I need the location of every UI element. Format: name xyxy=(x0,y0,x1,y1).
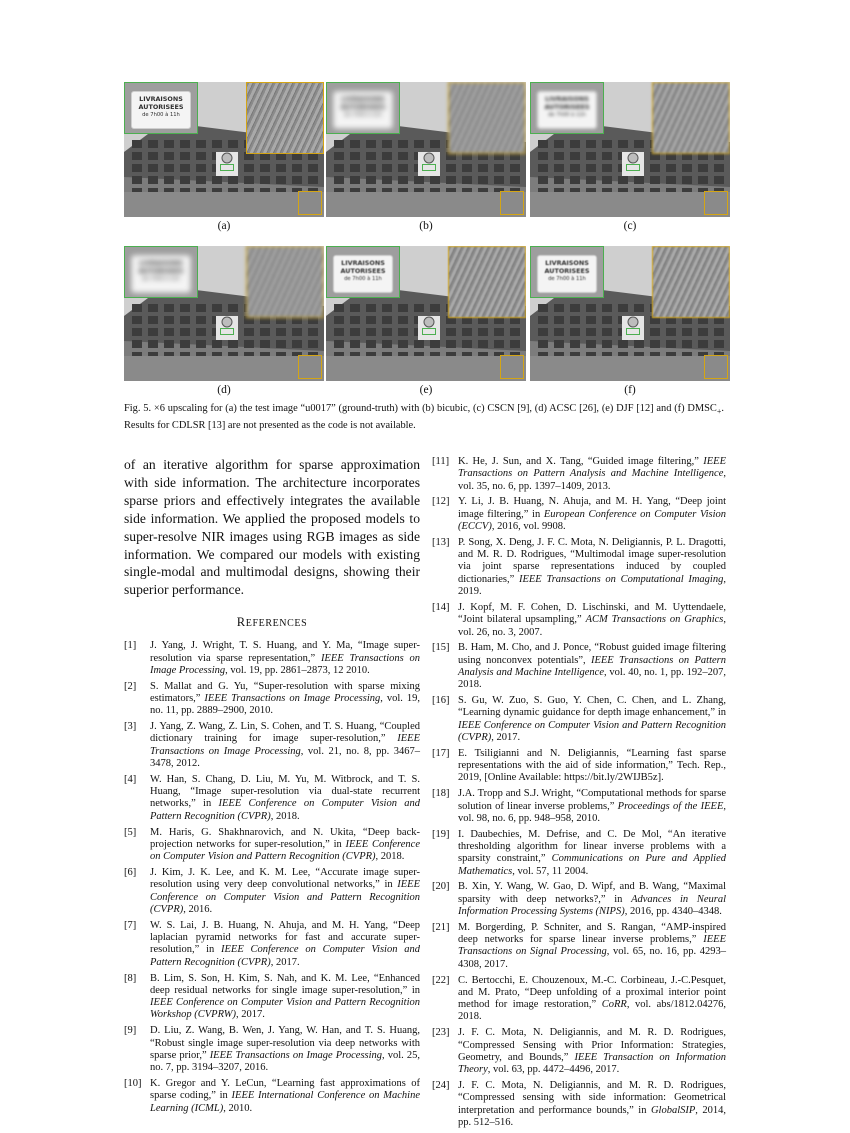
reference-authors-title: K. He, J. Sun, and X. Tang, “Guided image filtering,” xyxy=(458,456,704,467)
sign-text-line: AUTORISEES xyxy=(138,103,184,111)
reference-details: , 2017. xyxy=(236,1009,265,1021)
reference-text xyxy=(150,774,420,823)
reference-details: , 2016, vol. 9908. xyxy=(491,521,566,533)
reference-details: , 2010. xyxy=(223,1102,253,1114)
sign-text-line: LIVRAISONS xyxy=(341,259,385,267)
tree-region-marker xyxy=(298,355,322,379)
reference-entry xyxy=(432,602,726,639)
reference-authors-title: M. Haris, G. Shakhnarovich, and N. Ukita, “Deep back-projection networks for super-resolution,” in xyxy=(150,826,420,850)
reference-authors-title: Y. Li, J. B. Huang, N. Ahuja, and M. H. Yang, “Deep joint image filtering,” in xyxy=(458,496,726,520)
reference-venue: IEEE Conference on Computer Vision and Pattern Recognition (CVPR) xyxy=(150,838,420,863)
figure-panel xyxy=(326,82,526,217)
reference-number: [16] xyxy=(432,695,450,707)
reference-venue: IEEE Transactions on Signal Processing xyxy=(458,934,726,958)
sign-text-line: AUTORISEES xyxy=(138,267,184,275)
figure-panel xyxy=(124,246,324,381)
reference-text xyxy=(458,829,726,878)
sign-zoom-inset xyxy=(124,246,198,298)
reference-number: [6] xyxy=(124,867,137,879)
reference-details: , 2014, pp. 512–516. xyxy=(458,1104,727,1128)
tree-zoom-inset xyxy=(246,246,324,318)
reference-authors-title: W. Han, S. Chang, D. Liu, M. Yu, M. Witbrock, and T. S. Huang, “Image super-resolution via dual-state recurrent networks,” in xyxy=(150,773,420,810)
references-heading xyxy=(124,615,420,630)
tree-region-marker xyxy=(704,191,728,215)
reference-entry xyxy=(432,456,726,493)
reference-text xyxy=(458,537,726,598)
reference-list-right xyxy=(432,456,726,1129)
reference-details: , vol. 57, 11 2004. xyxy=(512,865,589,877)
reference-details: , vol. 19, pp. 2861–2873, 12 2010. xyxy=(225,664,370,676)
reference-entry xyxy=(432,1080,726,1129)
reference-authors-title: J.A. Tropp and S.J. Wright, “Computational methods for sparse solution of linear inverse problems,” xyxy=(458,788,726,812)
reference-details: , 2018. xyxy=(270,810,300,822)
reference-authors-title: S. Gu, W. Zuo, S. Guo, Y. Chen, C. Chen, and L. Zhang, “Learning dynamic guidance for depth image enhancement,” in xyxy=(458,695,726,719)
reference-text xyxy=(458,602,726,639)
reference-entry xyxy=(432,881,726,918)
reference-authors-title: E. Tsiligianni and N. Deligiannis, “Learning fast sparse representations with the aid of side information,” Tech. Rep., 2019, [Online Available: https://bit.ly/2WIJB5z]. xyxy=(458,747,726,784)
subfigure-label: (c) xyxy=(623,220,637,232)
sign-region-marker xyxy=(220,328,234,335)
reference-venue: IEEE Transaction on Information Theory xyxy=(458,1051,726,1076)
reference-number: [17] xyxy=(432,747,450,759)
reference-number: [15] xyxy=(432,642,450,654)
reference-authors-title: B. Ham, M. Cho, and J. Ponce, “Robust guided image filtering using nonconvex potentials”, xyxy=(458,642,726,666)
caption-subscript: + xyxy=(716,407,722,417)
sign-text-line: AUTORISEES xyxy=(544,267,590,275)
sign-text-line: de 7h00 à 11h xyxy=(548,112,586,118)
reference-venue: ACM Transactions on Graphics xyxy=(585,614,724,626)
reference-authors-title: S. Mallat and G. Yu, “Super-resolution with sparse mixing estimators,” xyxy=(150,680,420,704)
reference-text xyxy=(458,748,726,785)
reference-details: , vol. 35, no. 6, pp. 1397–1409, 2013. xyxy=(458,468,726,492)
reference-text xyxy=(150,827,420,864)
reference-details: , vol. 19, no. 11, pp. 2889–2900, 2010. xyxy=(150,692,420,717)
reference-entry xyxy=(124,774,420,823)
tree-zoom-inset xyxy=(448,246,526,318)
reference-authors-title: M. Borgerding, P. Schniter, and S. Rangan, “AMP-inspired deep networks for sparse linear inverse problems,” xyxy=(458,921,726,946)
figure-panel xyxy=(530,82,730,217)
reference-number: [18] xyxy=(432,788,450,800)
reference-number: [8] xyxy=(124,972,137,984)
reference-number: [20] xyxy=(432,881,450,893)
reference-number: [13] xyxy=(432,536,450,548)
reference-venue: European Conference on Computer Vision (ECCV) xyxy=(458,508,726,533)
reference-text xyxy=(150,867,420,916)
reference-entry xyxy=(432,642,726,691)
reference-details: , vol. 26, no. 3, 2007. xyxy=(458,614,726,638)
sign-board xyxy=(537,255,597,293)
reference-text xyxy=(458,788,726,825)
reference-venue: IEEE Transactions on Image Processing xyxy=(150,652,420,676)
reference-text xyxy=(458,922,726,971)
sign-region-marker xyxy=(422,328,436,335)
reference-authors-title: P. Song, X. Deng, J. F. C. Mota, N. Deligiannis, P. L. Dragotti, and M. R. D. Rodrigues, “Multimodal image super-resolution via joint sparse representations induced by coupled dictionaries,” xyxy=(458,536,726,585)
reference-text xyxy=(150,681,420,718)
tree-region-marker xyxy=(298,191,322,215)
reference-entry xyxy=(124,827,420,864)
sign-text-line: LIVRAISONS xyxy=(545,259,589,267)
right-column xyxy=(432,456,726,1133)
reference-details: , 2017. xyxy=(270,956,300,968)
references-heading-initial: R xyxy=(236,615,246,630)
subfigure-label: (e) xyxy=(419,384,433,396)
reference-details: , 2018. xyxy=(375,851,405,863)
left-column xyxy=(124,456,420,1118)
reference-text xyxy=(458,1027,726,1076)
reference-details: , vol. 65, no. 16, pp. 4293–4308, 2017. xyxy=(458,946,727,970)
reference-list-left xyxy=(124,640,420,1115)
reference-details: , 2016, pp. 4340–4348. xyxy=(624,906,722,918)
reference-number: [22] xyxy=(432,974,450,986)
reference-venue: Proceedings of the IEEE xyxy=(617,800,724,812)
reference-details: , vol. 40, no. 1, pp. 192–207, 2018. xyxy=(458,666,726,691)
reference-venue: IEEE International Conference on Machine Learning (ICML) xyxy=(150,1090,420,1114)
reference-authors-title: J. Kopf, M. F. Cohen, D. Lischinski, and M. Uyttendaele, “Joint bilateral upsampling,” xyxy=(458,601,726,626)
reference-number: [1] xyxy=(124,640,137,652)
reference-number: [9] xyxy=(124,1025,137,1037)
reference-authors-title: K. Gregor and Y. LeCun, “Learning fast approximations of sparse coding,” in xyxy=(150,1077,420,1102)
reference-number: [3] xyxy=(124,721,137,733)
reference-venue: IEEE Transactions on Computational Imaging xyxy=(518,573,724,585)
reference-text xyxy=(458,1080,726,1129)
reference-text xyxy=(458,496,726,533)
reference-entry xyxy=(432,695,726,744)
reference-text xyxy=(458,695,726,744)
sign-region-marker xyxy=(626,164,640,171)
reference-details: , 2019. xyxy=(458,573,726,598)
reference-number: [24] xyxy=(432,1080,450,1092)
reference-authors-title: J. Yang, Z. Wang, Z. Lin, S. Cohen, and T. S. Huang, “Coupled dictionary training for image super-resolution,” xyxy=(150,721,420,745)
tree-zoom-inset xyxy=(652,246,730,318)
reference-text xyxy=(150,640,420,677)
sign-zoom-inset xyxy=(326,246,400,298)
sign-text-line: LIVRAISONS xyxy=(545,95,589,103)
reference-number: [7] xyxy=(124,919,137,931)
reference-text xyxy=(458,456,726,493)
sign-board xyxy=(333,255,393,293)
reference-entry xyxy=(432,537,726,598)
reference-text xyxy=(458,881,726,918)
subfigure-label: (b) xyxy=(419,220,433,232)
sign-board xyxy=(131,91,191,129)
figure-panel xyxy=(530,246,730,381)
reference-number: [19] xyxy=(432,828,450,840)
sign-region-marker xyxy=(422,164,436,171)
sign-text-line: LIVRAISONS xyxy=(341,95,385,103)
reference-details: , vol. 21, no. 8, pp. 3467–3478, 2012. xyxy=(150,745,420,770)
reference-number: [14] xyxy=(432,601,450,613)
reference-details: , vol. 98, no. 6, pp. 948–958, 2010. xyxy=(458,800,726,824)
reference-entry xyxy=(124,867,420,916)
sign-text-line: de 7h00 à 11h xyxy=(344,276,382,282)
reference-entry xyxy=(432,975,726,1024)
reference-authors-title: I. Daubechies, M. Defrise, and C. De Mol, “An iterative thresholding algorithm for linear inverse problems with a sparsity constraint,” xyxy=(458,828,726,865)
sign-text-line: de 7h00 à 11h xyxy=(344,112,382,118)
figure-panel xyxy=(326,246,526,381)
reference-entry xyxy=(124,920,420,969)
reference-entry xyxy=(124,640,420,677)
sign-region-marker xyxy=(626,328,640,335)
tree-zoom-inset xyxy=(448,82,526,154)
tree-region-marker xyxy=(500,191,524,215)
subfigure-label: (f) xyxy=(624,384,636,396)
tree-region-marker xyxy=(500,355,524,379)
reference-details: , 2017. xyxy=(491,731,521,743)
reference-entry xyxy=(432,1027,726,1076)
sign-zoom-inset xyxy=(530,82,604,134)
sign-text-line: de 7h00 à 11h xyxy=(142,112,180,118)
reference-venue: IEEE Transactions on Image Processing xyxy=(209,1049,383,1061)
reference-venue: IEEE Conference on Computer Vision and Pattern Recognition (CVPR) xyxy=(150,879,420,915)
sign-zoom-inset xyxy=(530,246,604,298)
reference-text xyxy=(458,642,726,691)
reference-entry xyxy=(432,922,726,971)
subfigure-label: (a) xyxy=(217,220,231,232)
reference-number: [12] xyxy=(432,496,450,508)
reference-text xyxy=(150,920,420,969)
reference-number: [23] xyxy=(432,1027,450,1039)
sign-board xyxy=(537,91,597,129)
reference-authors-title: D. Liu, Z. Wang, B. Wen, J. Yang, W. Han, and T. S. Huang, “Robust single image super-resolution via deep networks with sparse prior,” xyxy=(150,1025,420,1061)
sign-text-line: de 7h00 à 11h xyxy=(142,276,180,282)
tree-region-marker xyxy=(704,355,728,379)
reference-entry xyxy=(124,681,420,718)
reference-text xyxy=(150,721,420,770)
reference-number: [10] xyxy=(124,1077,142,1089)
reference-number: [4] xyxy=(124,773,137,785)
reference-venue: IEEE Transactions on Pattern Analysis and Machine Intelligence xyxy=(458,456,726,480)
reference-venue: Advances in Neural Information Processing Systems (NIPS) xyxy=(458,893,726,918)
references-heading-rest: EFERENCES xyxy=(245,618,308,630)
reference-number: [5] xyxy=(124,826,137,838)
reference-authors-title: B. Xin, Y. Wang, W. Gao, D. Wipf, and B. Wang, “Maximal sparsity with deep networks?,” in xyxy=(458,881,726,905)
caption-tail: . Results for CDLSR [13] are not presented as the code is not available. xyxy=(124,403,724,431)
figure-caption xyxy=(124,402,724,432)
reference-entry xyxy=(432,748,726,785)
reference-text xyxy=(458,975,726,1024)
reference-venue: CoRR xyxy=(601,999,627,1011)
conclusion-paragraph: of an iterative algorithm for sparse approximation with side information. The architecture incorporates sparse priors and effectively integrates the available side information. We applied the proposed models to super-resolve NIR images using RGB images as side information. We compared our models with existing single-modal and multimodal designs, showing their superior performance. xyxy=(124,457,420,598)
caption-main: Fig. 5. ×6 upscaling for (a) the test image “u0017” (ground-truth) with (b) bicubic, (c) CSCN [9], (d) ACSC [26], (e) DJF [12] and (f) DMSC xyxy=(124,403,717,414)
reference-venue: IEEE Conference on Computer Vision and Pattern Recognition (CVPR) xyxy=(150,944,420,968)
reference-entry xyxy=(124,721,420,770)
figure-panel xyxy=(124,82,324,217)
tree-zoom-inset xyxy=(652,82,730,154)
reference-venue: IEEE Conference on Computer Vision and Pattern Recognition (CVPR) xyxy=(458,719,726,743)
reference-entry xyxy=(432,829,726,878)
sign-region-marker xyxy=(220,164,234,171)
reference-venue: GlobalSIP xyxy=(650,1104,696,1116)
sign-text-line: de 7h00 à 11h xyxy=(548,276,586,282)
reference-number: [21] xyxy=(432,921,450,933)
sign-text-line: AUTORISEES xyxy=(340,267,386,275)
reference-authors-title: C. Bertocchi, E. Chouzenoux, M.-C. Corbineau, J.-C.Pesquet, and M. Prato, “Deep unfolding of a proximal interior point method for image restoration,” xyxy=(458,974,726,1011)
tree-zoom-inset xyxy=(246,82,324,154)
sign-text-line: LIVRAISONS xyxy=(139,259,183,267)
reference-authors-title: W. S. Lai, J. B. Huang, N. Ahuja, and M. H. Yang, “Deep laplacian pyramid networks for fast and accurate super-resolution,” in xyxy=(150,919,420,956)
reference-entry xyxy=(124,1025,420,1074)
reference-entry xyxy=(432,788,726,825)
reference-details: , vol. abs/1812.04276, 2018. xyxy=(458,999,726,1023)
reference-venue: IEEE Conference on Computer Vision and Pattern Recognition (CVPR) xyxy=(150,798,420,822)
reference-text xyxy=(150,1025,420,1074)
reference-venue: IEEE Transactions on Image Processing xyxy=(150,733,420,757)
reference-entry xyxy=(432,496,726,533)
subfigure-label: (d) xyxy=(217,384,231,396)
reference-authors-title: B. Lim, S. Son, H. Kim, S. Nah, and K. M. Lee, “Enhanced deep residual networks for single image super-resolution,” in xyxy=(150,972,420,996)
reference-details: , vol. 25, no. 7, pp. 3194–3207, 2016. xyxy=(150,1049,421,1074)
reference-number: [2] xyxy=(124,680,137,692)
sign-board xyxy=(333,91,393,129)
reference-venue: IEEE Transactions on Image Processing xyxy=(204,692,381,704)
reference-text xyxy=(150,1078,420,1115)
sign-board xyxy=(131,255,191,293)
reference-authors-title: J. F. C. Mota, N. Deligiannis, and M. R. D. Rodrigues, “Compressed Sensing with Prior Information: Strategies, Geometry, and Bounds,” xyxy=(458,1027,726,1063)
reference-venue: IEEE Conference on Computer Vision and Pattern Recognition Workshop (CVPRW) xyxy=(150,997,420,1021)
sign-zoom-inset xyxy=(124,82,198,134)
reference-authors-title: J. Kim, J. K. Lee, and K. M. Lee, “Accurate image super-resolution using very deep convolutional networks,” in xyxy=(150,867,420,891)
sign-text-line: LIVRAISONS xyxy=(139,95,183,103)
reference-venue: IEEE Transactions on Pattern Analysis and Machine Intelligence xyxy=(458,654,726,678)
reference-text xyxy=(150,973,420,1022)
reference-entry xyxy=(124,973,420,1022)
reference-details: , 2016. xyxy=(183,903,213,915)
reference-venue: Communications on Pure and Applied Mathematics xyxy=(458,853,726,877)
reference-authors-title: J. F. C. Mota, N. Deligiannis, and M. R. D. Rodrigues, “Compressed sensing with side information: Geometrical interpretation and performance bounds,” in xyxy=(458,1080,726,1116)
sign-text-line: AUTORISEES xyxy=(340,103,386,111)
reference-details: , vol. 63, pp. 4472–4496, 2017. xyxy=(487,1064,620,1076)
reference-number: [11] xyxy=(432,456,450,467)
sign-zoom-inset xyxy=(326,82,400,134)
sign-text-line: AUTORISEES xyxy=(544,103,590,111)
reference-authors-title: J. Yang, J. Wright, T. S. Huang, and Y. Ma, “Image super-resolution via sparse representation,” xyxy=(150,640,420,664)
reference-entry xyxy=(124,1078,420,1115)
